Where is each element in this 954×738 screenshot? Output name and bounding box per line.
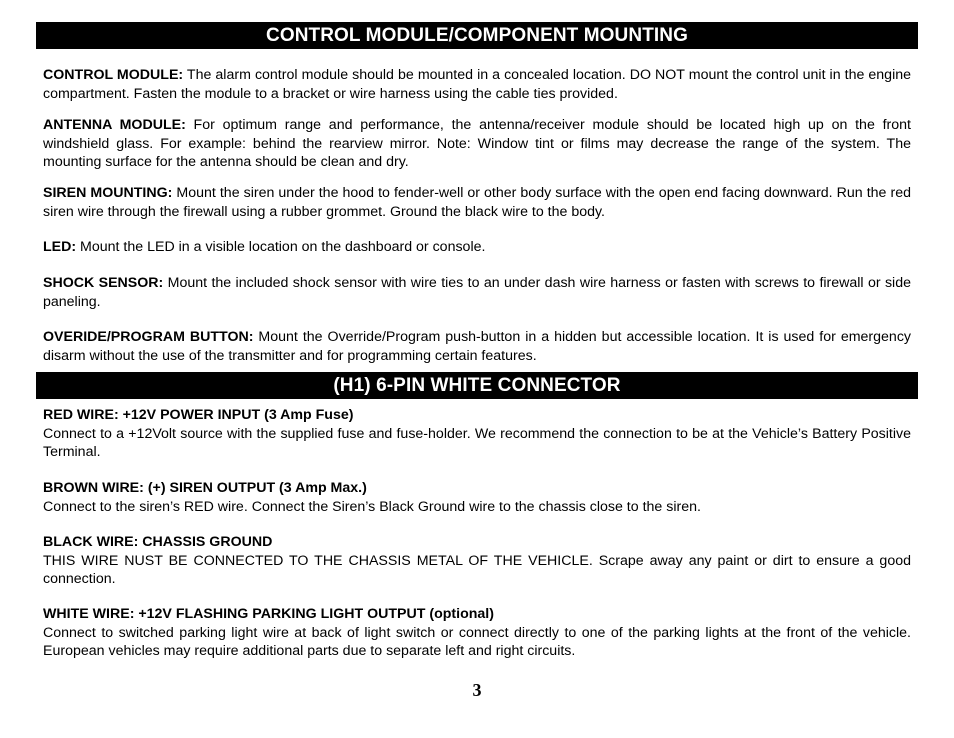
siren-mounting-paragraph xyxy=(43,184,911,221)
shock-sensor-text: Mount the included shock sensor with wire ties to an under dash wire harness or fasten with screws to firewall or side paneling. xyxy=(43,275,911,310)
antenna-module-text: For optimum range and performance, the antenna/receiver module should be located high up on the front windshield glass. For example: behind the rearview mirror. Note: Window tint or films may decrease the range of the system. The mounting surface for the antenna should be clean and dry. xyxy=(43,117,911,170)
led-paragraph xyxy=(43,238,911,257)
white-wire-title: WHITE WIRE: +12V FLASHING PARKING LIGHT OUTPUT (optional) xyxy=(43,606,494,622)
antenna-module-paragraph xyxy=(43,116,911,172)
red-wire-text: Connect to a +12Volt source with the supplied fuse and fuse-holder. We recommend the connection to be at the Vehicle’s Battery Positive Terminal. xyxy=(43,425,911,460)
black-wire-text: THIS WIRE NUST BE CONNECTED TO THE CHASSIS METAL OF THE VEHICLE. Scrape away any paint or dirt to ensure a good connection. xyxy=(43,552,911,587)
siren-mounting-text: Mount the siren under the hood to fender-well or other body surface with the open end facing downward. Run the red siren wire through the firewall using a rubber grommet. Ground the black wire to the body. xyxy=(43,185,911,220)
control-module-label: CONTROL MODULE: xyxy=(43,67,184,83)
black-wire-block xyxy=(43,533,911,589)
brown-wire-block xyxy=(43,479,911,516)
led-text: Mount the LED in a visible location on the dashboard or console. xyxy=(76,239,486,255)
antenna-module-label: ANTENNA MODULE: xyxy=(43,117,186,133)
brown-wire-title: BROWN WIRE: (+) SIREN OUTPUT (3 Amp Max.) xyxy=(43,480,367,496)
override-button-text: Mount the Override/Program push-button in a hidden but accessible location. It is used for emergency disarm without the use of the transmitter and for programming certain features. xyxy=(43,329,912,364)
brown-wire-text: Connect to the siren’s RED wire. Connect the Siren’s Black Ground wire to the chassis close to the siren. xyxy=(43,498,701,515)
white-wire-text: Connect to switched parking light wire at back of light switch or connect directly to one of the parking lights at the front of the vehicle. European vehicles may require additional parts due to separate left and right circuits. xyxy=(43,624,911,659)
override-button-paragraph xyxy=(43,328,911,365)
section-header-connector: (H1) 6-PIN WHITE CONNECTOR xyxy=(36,372,918,399)
siren-mounting-label: SIREN MOUNTING: xyxy=(43,185,173,201)
shock-sensor-paragraph xyxy=(43,274,911,311)
override-button-label: OVERIDE/PROGRAM BUTTON: xyxy=(43,329,254,345)
control-module-paragraph xyxy=(43,66,911,103)
page-number: 3 xyxy=(472,680,482,700)
led-label: LED: xyxy=(43,239,77,255)
control-module-text: The alarm control module should be mounted in a concealed location. DO NOT mount the control unit in the engine compartment. Fasten the module to a bracket or wire harness using the cable ties provided. xyxy=(43,67,912,102)
white-wire-block xyxy=(43,605,911,661)
red-wire-block xyxy=(43,406,911,462)
red-wire-title: RED WIRE: +12V POWER INPUT (3 Amp Fuse) xyxy=(43,407,354,423)
black-wire-title: BLACK WIRE: CHASSIS GROUND xyxy=(43,534,273,550)
section-header-mounting: CONTROL MODULE/COMPONENT MOUNTING xyxy=(36,22,918,49)
shock-sensor-label: SHOCK SENSOR: xyxy=(43,275,164,291)
